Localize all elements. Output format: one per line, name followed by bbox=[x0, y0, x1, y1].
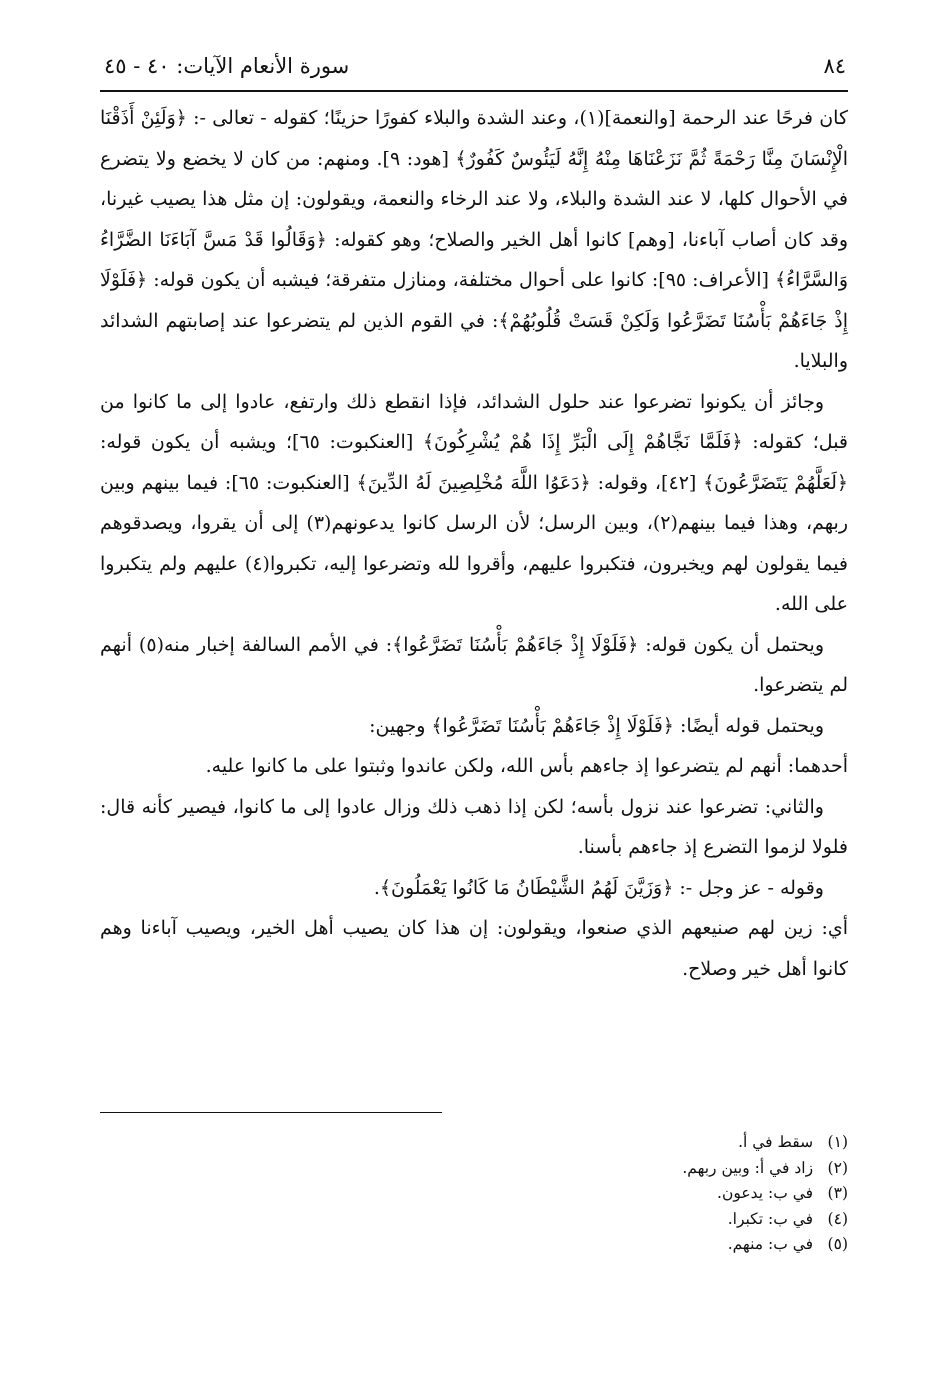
footnote-separator bbox=[100, 1112, 442, 1113]
footnote-number: (٢) bbox=[827, 1158, 848, 1177]
paragraph: أحدهما: أنهم لم يتضرعوا إذ جاءهم بأس الله، ولكن عاندوا وثبتوا على ما كانوا عليه. bbox=[205, 755, 848, 777]
footnote-number: (٤) bbox=[827, 1209, 848, 1228]
page-header bbox=[100, 52, 848, 92]
page-number: ٨٤ bbox=[823, 54, 846, 78]
paragraph: ويحتمل أن يكون قوله: ﴿فَلَوْلَا إِذْ جَاءَهُمْ بَأْسُنَا تَضَرَّعُوا﴾: في الأمم السالفة إخبار منه(٥) أنهم لم يتضرعوا. bbox=[100, 633, 848, 696]
footnote-number: (٣) bbox=[827, 1184, 848, 1202]
book-page bbox=[100, 52, 848, 1352]
paragraph: والثاني: تضرعوا عند نزول بأسه؛ لكن إذا ذهب ذلك وزال عادوا إلى ما كانوا، فيصير كأنه قال: فلولا لزموا التضرع إذ جاءهم بأسنا. bbox=[100, 795, 848, 858]
paragraph: وجائز أن يكونوا تضرعوا عند حلول الشدائد، فإذا انقطع ذلك وارتفع، عادوا إلى ما كانوا من قبل؛ كقوله: ﴿فَلَمَّا نَجَّاهُمْ إِلَى الْبَرِّ إِذَا هُمْ يُشْرِكُونَ﴾ [العنكبوت: ٦٥]؛ ويشبه أن يكون قوله: ﴿لَعَلَّهُمْ يَتَضَرَّعُونَ﴾ [٤٢]، وقوله: ﴿دَعَوُا اللَّهَ مُخْلِصِينَ لَهُ الدِّينَ﴾ [العنكبوت: ٦٥]: فيما بينهم وبين ربهم، وهذا فيما بينهم(٢)، وبين الرسل؛ لأن الرسل كانوا يدعونهم(٣) إلى أن يقروا، ويصدقوهم فيما يقولون لهم ويخبرون، فتكبروا عليهم، وأقروا لله وتضرعوا إليه، تكبروا(٤) عليهم ولم يتكبروا على الله. bbox=[100, 390, 849, 615]
paragraph: أي: زين لهم صنيعهم الذي صنعوا، ويقولون: إن هذا كان يصيب أهل الخير، ويصيب آباءنا وهم كانوا أهل خير وصلاح. bbox=[100, 917, 848, 980]
footnote-number: (٥) bbox=[827, 1235, 848, 1253]
footnote-text: زاد في أ: وبين ربهم. bbox=[682, 1158, 814, 1177]
paragraph: ويحتمل قوله أيضًا: ﴿فَلَوْلَا إِذْ جَاءَهُمْ بَأْسُنَا تَضَرَّعُوا﴾ وجهين: bbox=[369, 714, 824, 737]
footnote-item bbox=[100, 1207, 848, 1233]
footnotes-list bbox=[100, 1130, 848, 1258]
paragraph: كان فرحًا عند الرحمة [والنعمة](١)، وعند الشدة والبلاء كفورًا حزينًا؛ كقوله - تعالى -: ﴿وَلَئِنْ أَذَقْنَا الْإِنْسَانَ مِنَّا رَحْمَةً ثُمَّ نَزَعْنَاهَا مِنْهُ إِنَّهُ لَيَئُوسٌ كَفُورٌ﴾ [هود: ٩]. ومنهم: من كان لا يخضع ولا يتضرع في الأحوال كلها، لا عند الشدة والبلاء، ولا عند الرخاء والنعمة، ويقولون: إن مثل هذا يصيب غيرنا، وقد كان أصاب آباءنا، [وهم] كانوا أهل الخير والصلاح؛ وهو كقوله: ﴿وَقَالُوا قَدْ مَسَّ آبَاءَنَا الضَّرَّاءُ وَالسَّرَّاءُ﴾ [الأعراف: ٩٥]: كانوا على أحوال مختلفة، ومنازل متفرقة؛ فيشبه أن يكون قوله: ﴿فَلَوْلَا إِذْ جَاءَهُمْ بَأْسُنَا تَضَرَّعُوا وَلَكِنْ قَسَتْ قُلُوبُهُمْ﴾: في القوم الذين لم يتضرعوا عند إصابتهم الشدائد والبلايا. bbox=[100, 107, 849, 372]
paragraph: وقوله - عز وجل -: ﴿وَزَيَّنَ لَهُمُ الشَّيْطَانُ مَا كَانُوا يَعْمَلُونَ﴾. bbox=[373, 876, 824, 899]
footnote-text: في ب: تكبرا. bbox=[727, 1209, 814, 1228]
footnote-item bbox=[100, 1156, 848, 1182]
footnote-text: في ب: يدعون. bbox=[717, 1184, 814, 1202]
footnote-item bbox=[100, 1232, 848, 1258]
footnote-item bbox=[100, 1181, 848, 1207]
footnote-text: في ب: منهم. bbox=[727, 1235, 814, 1253]
footnote-number: (١) bbox=[827, 1133, 848, 1151]
footnote-item bbox=[100, 1130, 848, 1156]
body-text bbox=[100, 98, 848, 989]
footnote-text: سقط في أ. bbox=[738, 1133, 814, 1151]
running-title: سورة الأنعام الآيات: ٤٠ - ٤٥ bbox=[104, 54, 350, 78]
